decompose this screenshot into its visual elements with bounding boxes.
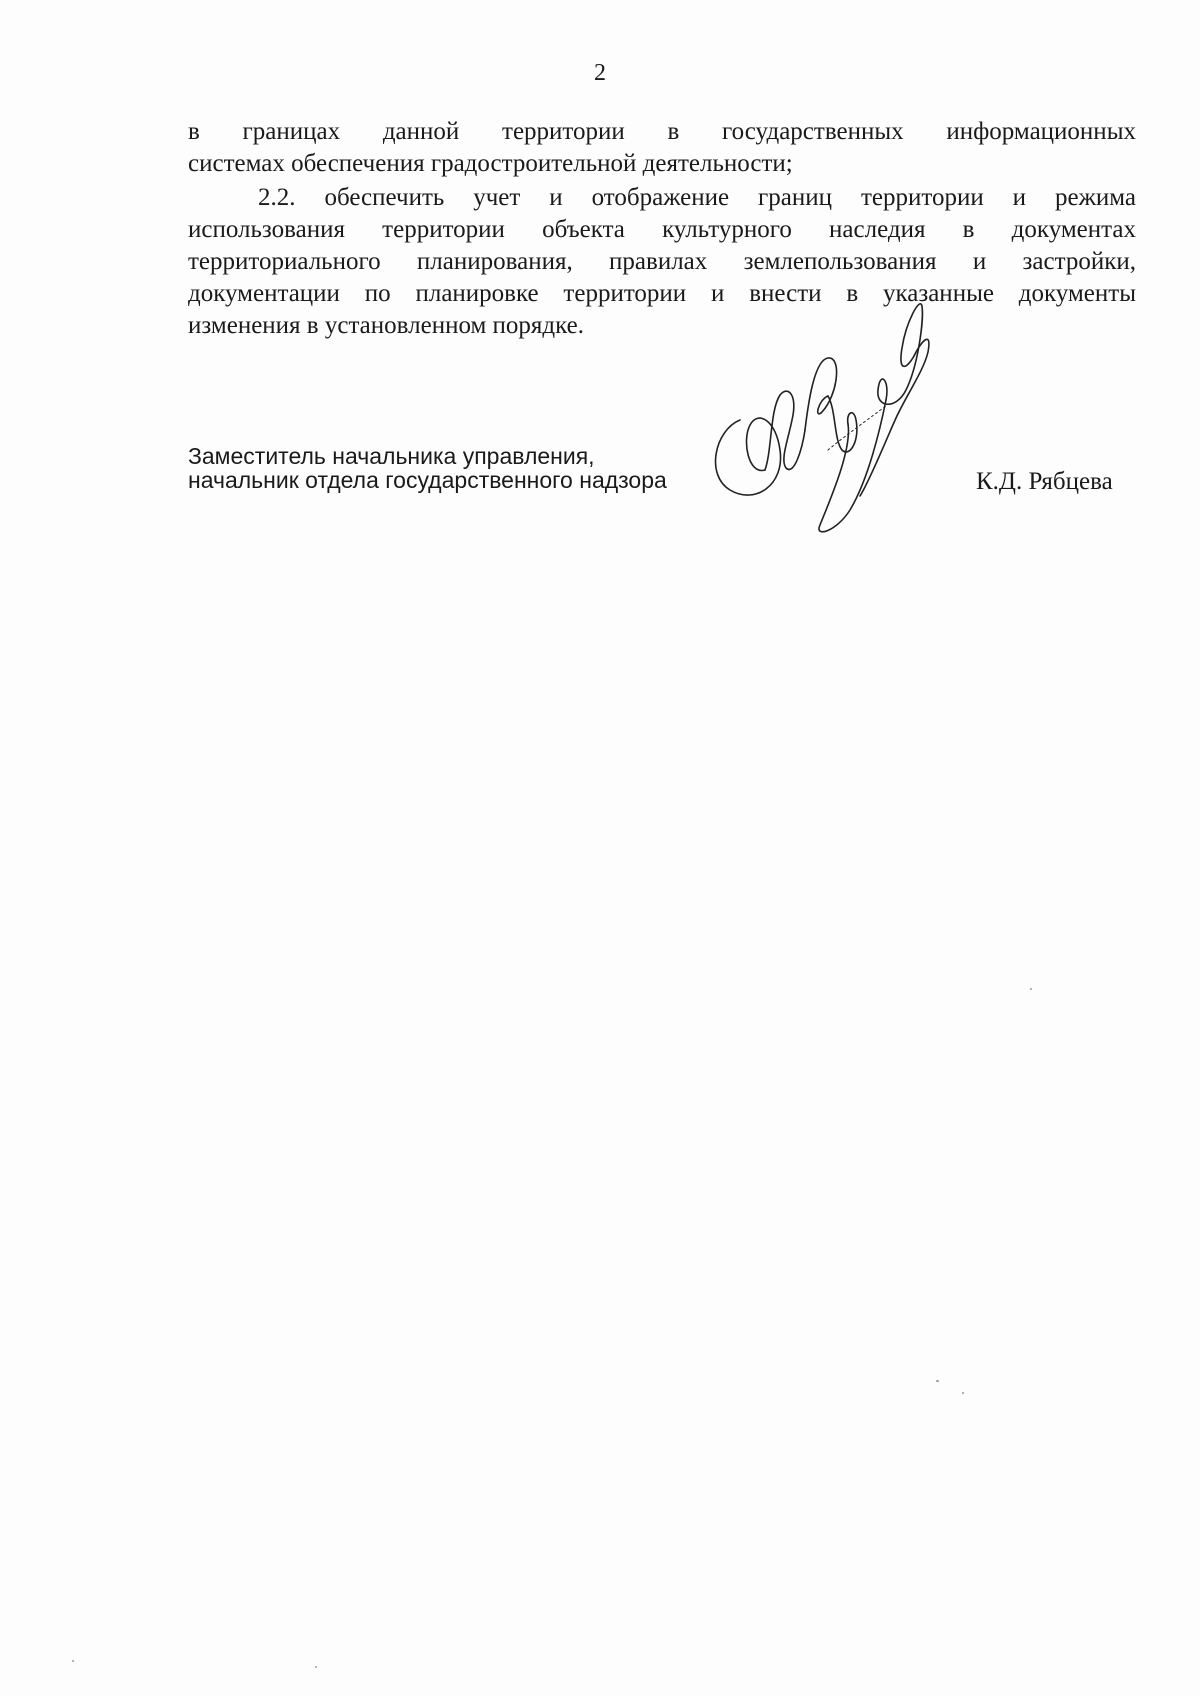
scan-speck xyxy=(315,1666,317,1668)
scan-speck xyxy=(1030,988,1032,990)
signer-position-line-2: начальник отдела государственного надзора xyxy=(188,467,667,493)
paragraph-1-line-2: системах обеспечения градостроительной деятельности; xyxy=(188,150,793,177)
scan-speck xyxy=(72,1660,74,1662)
paragraph-1-line-1: в границах данной территории в государственных информационных xyxy=(188,118,1136,145)
handwritten-signature-icon xyxy=(710,300,970,540)
signer-name: К.Д. Рябцева xyxy=(976,468,1113,495)
scan-speck xyxy=(936,1380,939,1382)
paragraph-2-line-4: документации по планировке территории и внести в указанные документы xyxy=(188,280,1136,307)
signature-block xyxy=(188,444,667,492)
paragraph-2-line-3: территориального планирования, правилах землепользования и застройки, xyxy=(188,248,1136,275)
paragraph-2-line-5: изменения в установленном порядке. xyxy=(188,312,585,339)
paragraph-2-line-1: 2.2. обеспечить учет и отображение границ территории и режима xyxy=(258,184,1136,211)
paragraph-2 xyxy=(188,182,1136,342)
scan-speck xyxy=(962,1392,964,1394)
paragraph-1 xyxy=(188,116,1136,180)
page-number: 2 xyxy=(594,60,606,86)
paragraph-2-line-2: использования территории объекта культурного наследия в документах xyxy=(188,216,1136,243)
signer-position-line-1: Заместитель начальника управления, xyxy=(188,443,595,469)
